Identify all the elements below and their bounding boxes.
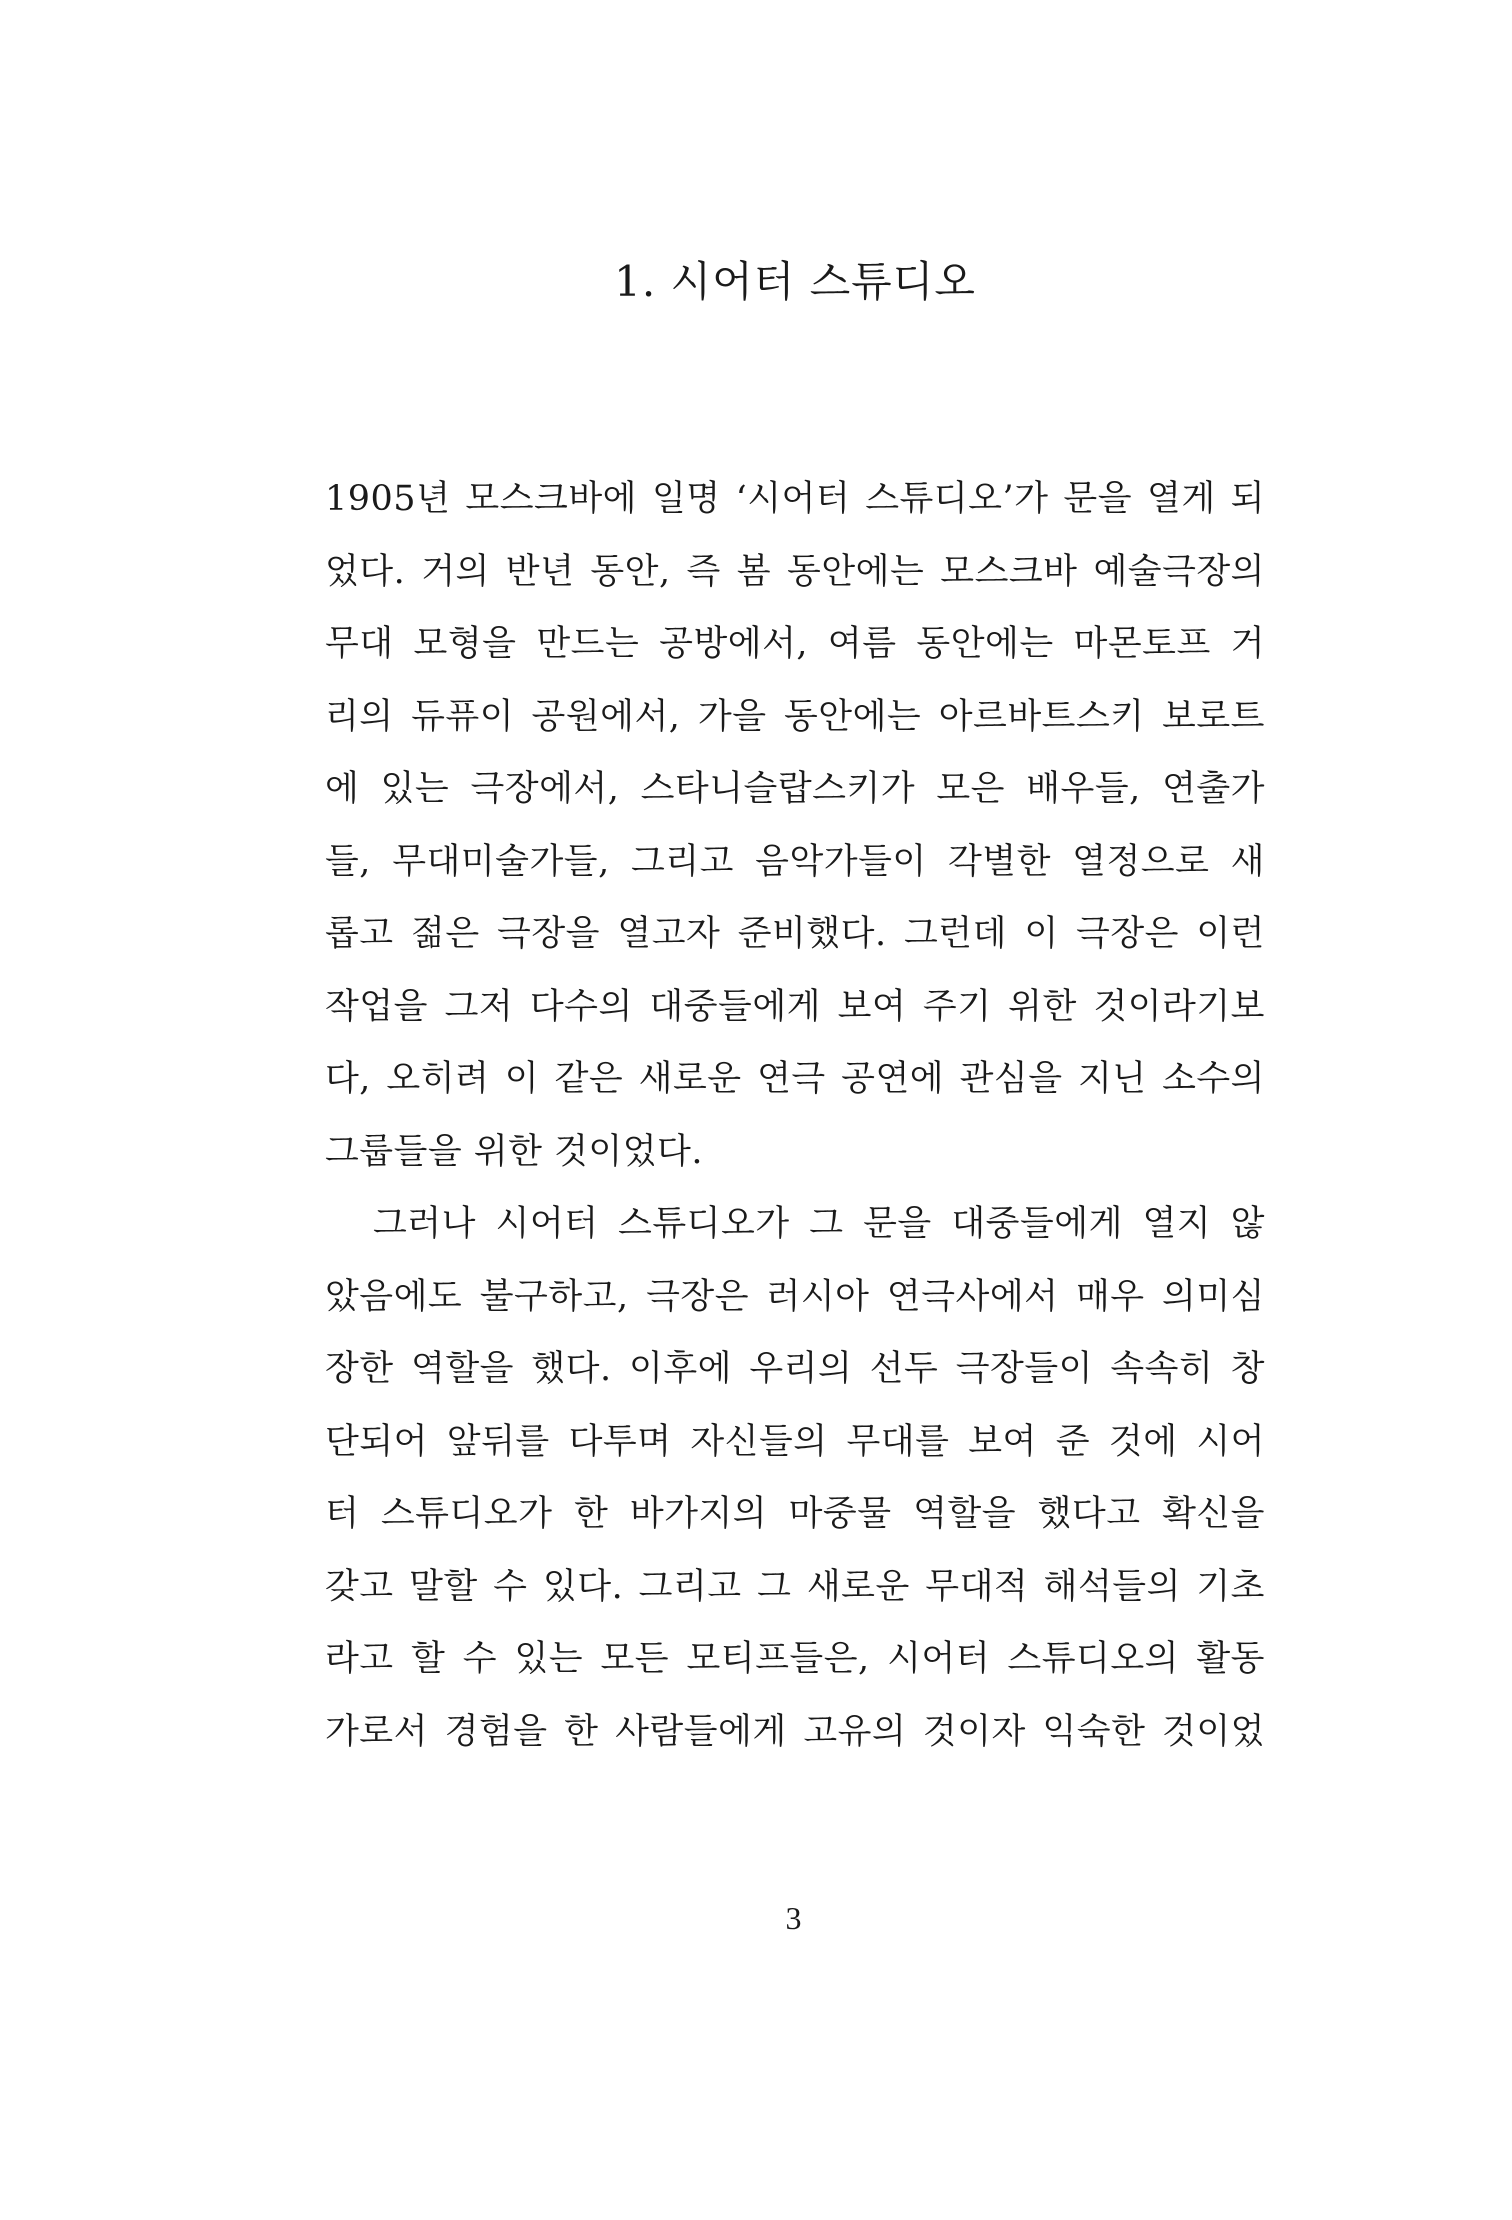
text-line: 갖고 말할 수 있다. 그리고 그 새로운 무대적 해석들의 기초 [325, 1566, 1265, 1607]
text-line: 었다. 거의 반년 동안, 즉 봄 동안에는 모스크바 예술극장의 [325, 551, 1265, 592]
text-line: 다, 오히려 이 같은 새로운 연극 공연에 관심을 지닌 소수의 [325, 1059, 1265, 1099]
text-line: 1905년 모스크바에 일명 ‘시어터 스튜디오’가 문을 열게 되 [325, 479, 1265, 519]
text-line: 작업을 그저 다수의 대중들에게 보여 주기 위한 것이라기보 [325, 986, 1265, 1027]
text-line: 그러나 시어터 스튜디오가 그 문을 대중들에게 열지 않 [373, 1204, 1265, 1244]
paragraph-2 [325, 1188, 1265, 1768]
text-line: 단되어 앞뒤를 다투며 자신들의 무대를 보여 준 것에 시어 [325, 1421, 1265, 1462]
page-number: 3 [785, 1900, 802, 1936]
text-line: 장한 역할을 했다. 이후에 우리의 선두 극장들이 속속히 창 [325, 1349, 1265, 1389]
text-line: 리의 듀퓨이 공원에서, 가을 동안에는 아르바트스키 보로트 [325, 696, 1265, 737]
text-line: 가로서 경험을 한 사람들에게 고유의 것이자 익숙한 것이었 [325, 1711, 1265, 1752]
chapter-title: 1. 시어터 스튜디오 [614, 257, 976, 306]
text-line: 들, 무대미술가들, 그리고 음악가들이 각별한 열정으로 새 [325, 841, 1265, 882]
text-line: 터 스튜디오가 한 바가지의 마중물 역할을 했다고 확신을 [325, 1494, 1265, 1534]
text-line: 에 있는 극장에서, 스타니슬랍스키가 모은 배우들, 연출가 [325, 769, 1265, 809]
text-line: 았음에도 불구하고, 극장은 러시아 연극사에서 매우 의미심 [325, 1276, 1265, 1317]
text-line: 그룹들을 위한 것이었다. [325, 1131, 703, 1172]
text-line: 라고 할 수 있는 모든 모티프들은, 시어터 스튜디오의 활동 [325, 1639, 1265, 1679]
body-text [325, 463, 1265, 1768]
paragraph-1 [325, 463, 1265, 1188]
text-line: 무대 모형을 만드는 공방에서, 여름 동안에는 마몬토프 거 [325, 624, 1265, 664]
text-line: 롭고 젊은 극장을 열고자 준비했다. 그런데 이 극장은 이런 [325, 914, 1265, 954]
